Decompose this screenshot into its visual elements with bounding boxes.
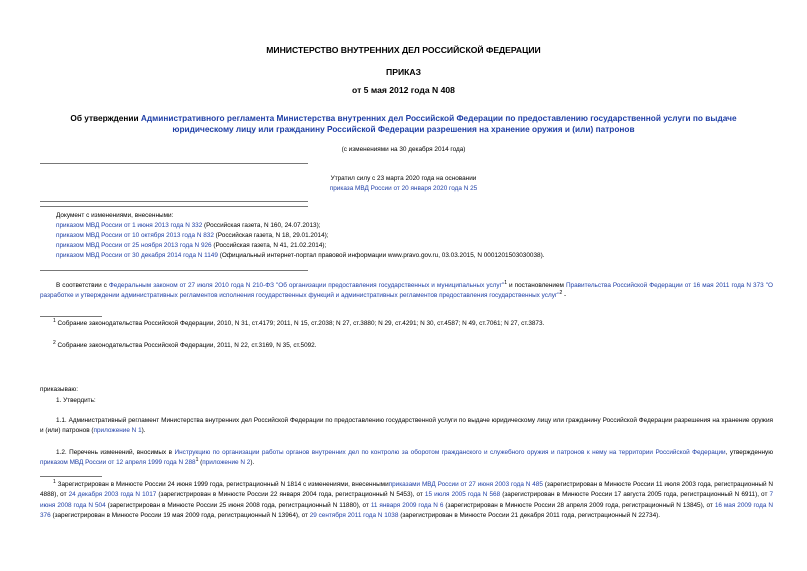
footnote-bottom: $^1$ Зарегистрирован в Минюсте России 24 июня 1999 года, регистрационный N 1814 с изменениями, внесеннымиприказами МВД России от 27 июня 2003 года N 485 (зарегистрирован в Минюсте России 11 июля 2003 года, регистрационный N 4888), от 24 декабря 2003 года N 1017 (зарегистрирован в Минюсте России 22 января 2004 года, регистрационный N 5453), от 15 июля 2005 года N 568 (зарегистрирован в Минюсте России 17 августа 2005 года, регистрационный N 6911), от 7 июня 2008 года N 504 (зарегистрирован в Минюсте России 25 июня 2008 года, регистрационный N 11880), от 11 января 2009 года N 6 (зарегистрирован в Минюсте России 28 апреля 2009 года, регистрационный N 13845), от 16 мая 2009 года N 376 (зарегистрирован в Минюсте России 19 мая 2009 года, регистрационный N 13964), от 29 сентября 2011 года N 1038 (зарегистрирован в Минюсте России 21 декабря 2011 года, регистрационный N 22734). [40, 478, 774, 519]
annex-1-link[interactable]: приложение N 1 [93, 427, 142, 435]
list-item: приказом МВД России от 25 ноября 2013 года N 926 (Российская газета, N 41, 21.02.2014); [56, 241, 327, 249]
divider [40, 270, 308, 271]
document-title [0, 113, 807, 134]
title-regulation-link-cont[interactable]: юридическому лицу или гражданину Российской Федерации разрешения на хранение оружия и (или) патронов [172, 123, 635, 134]
footnote: $^2$ Собрание законодательства Российской Федерации, 2011, N 22, ст.3169, N 35, ст.5092. [53, 339, 317, 349]
lost-force-block [0, 185, 807, 193]
preamble-paragraph: В соответствии с Федеральным законом от 27 июля 2010 года N 210-ФЗ "Об организации предоставления государственных и муниципальных услуг"$^1$ и постановлением Правительства Российской Федерации от 16 мая 2011 года N 373 "О разработке и утверждении административных регламентов исполнения государственных функций и административных регламентов предоставления государственных услуг"$^2$ - [40, 279, 773, 300]
footnote-divider [40, 476, 102, 477]
change-link[interactable]: приказом МВД России от 1 июня 2013 года N 332 [56, 221, 203, 229]
list-item: приказом МВД России от 1 июня 2013 года N 332 (Российская газета, N 160, 24.07.2013); [56, 221, 321, 229]
divider [40, 163, 308, 164]
footnote-divider [40, 316, 102, 317]
paragraph-1-2: 1.2. Перечень изменений, вносимых в Инструкцию по организации работы органов внутренних дел по контролю за оборотом гражданского и служебного оружия и патронов к нему на территории Российской Федерации, утвержденную приказом МВД России от 12 апреля 1999 года N $288^1$ (приложение N 2). [40, 449, 773, 467]
ministry-heading: МИНИСТЕРСТВО ВНУТРЕННИХ ДЕЛ РОССИЙСКОЙ ФЕДЕРАЦИИ [266, 45, 541, 55]
footnote-link[interactable]: приказами МВД России от 27 июня 2003 года N 485 [388, 481, 543, 488]
footnote-link[interactable]: 24 декабря 2003 года N 1017 [68, 491, 157, 499]
lost-force-link[interactable]: приказа МВД России от 20 января 2020 года N 25 [329, 185, 478, 192]
divider [40, 201, 308, 202]
footnote: $^1$ Собрание законодательства Российской Федерации, 2010, N 31, ст.4179; 2011, N 15, ст.2038; N 27, ст.3880; N 29, ст.4291; N 30, ст.4587; N 49, ст.7061; N 27, ст.3873. [53, 317, 545, 327]
title-prefix: Об утверждении [70, 113, 141, 123]
approve-item: 1. Утвердить: [56, 397, 96, 404]
divider [40, 206, 308, 207]
instruction-link[interactable]: Инструкцию по организации работы органов внутренних дел по контролю за оборотом гражданского и служебного оружия и патронов к нему на территории Российской Федерации [174, 449, 726, 456]
footnote-link[interactable]: 16 мая 2009 года N 376 [40, 501, 773, 519]
paragraph-1-1: 1.1. Административный регламент Министерства внутренних дел Российской Федерации по предоставлению государственной услуги по выдаче юридическому лицу или гражданину Российской Федерации разрешения на хранение оружия и (или) патронов (приложение N 1). [40, 417, 773, 435]
federal-law-link[interactable]: Федеральным законом от 27 июля 2010 года N 210-ФЗ "Об организации предоставления государственных и муниципальных услуг" [108, 282, 505, 289]
lost-force-text: Утратил силу с 23 марта 2020 года на основании [330, 175, 477, 182]
order-288-link[interactable]: приказом МВД России от 12 апреля 1999 года N 288 [40, 459, 196, 467]
list-item: приказом МВД России от 30 декабря 2014 года N 1149 (Официальный интернет-портал правовой информации www.pravo.gov.ru, 03.03.2015, N 0001201503030038). [56, 251, 545, 259]
amended-note: (с изменениями на 30 декабря 2014 года) [341, 146, 466, 153]
document-type: ПРИКАЗ [386, 67, 421, 77]
title-regulation-link[interactable]: Административного регламента Министерства внутренних дел Российской Федерации по предоставлению государственной услуги по выдаче [140, 113, 737, 123]
footnote-link[interactable]: 15 июля 2005 года N 568 [424, 491, 501, 499]
footnote-link[interactable]: 7 июня 2008 года N 504 [40, 491, 774, 509]
footnote-link[interactable]: 29 сентября 2011 года N 1038 [309, 511, 399, 519]
change-link[interactable]: приказом МВД России от 10 октября 2013 года N 832 [56, 231, 214, 239]
order-word: приказываю: [40, 386, 78, 393]
annex-2-link[interactable]: приложение N 2 [202, 459, 251, 467]
changes-heading: Документ с изменениями, внесенными: [56, 212, 174, 219]
change-link[interactable]: приказом МВД России от 25 ноября 2013 года N 926 [56, 241, 212, 249]
change-link[interactable]: приказом МВД России от 30 декабря 2014 года N 1149 [56, 251, 218, 259]
footnote-link[interactable]: 11 января 2009 года N 6 [370, 501, 444, 509]
changes-list [56, 211, 545, 261]
government-decree-link[interactable]: Правительства Российской Федерации от 16 мая 2011 года N 373 "О разработке и утверждении административных регламентов исполнения государственных функций и административных регламентов предоставления государственных услуг" [40, 282, 773, 300]
document-date-number: от 5 мая 2012 года N 408 [352, 85, 455, 95]
list-item: приказом МВД России от 10 октября 2013 года N 832 (Российская газета, N 18, 29.01.2014); [56, 231, 329, 239]
